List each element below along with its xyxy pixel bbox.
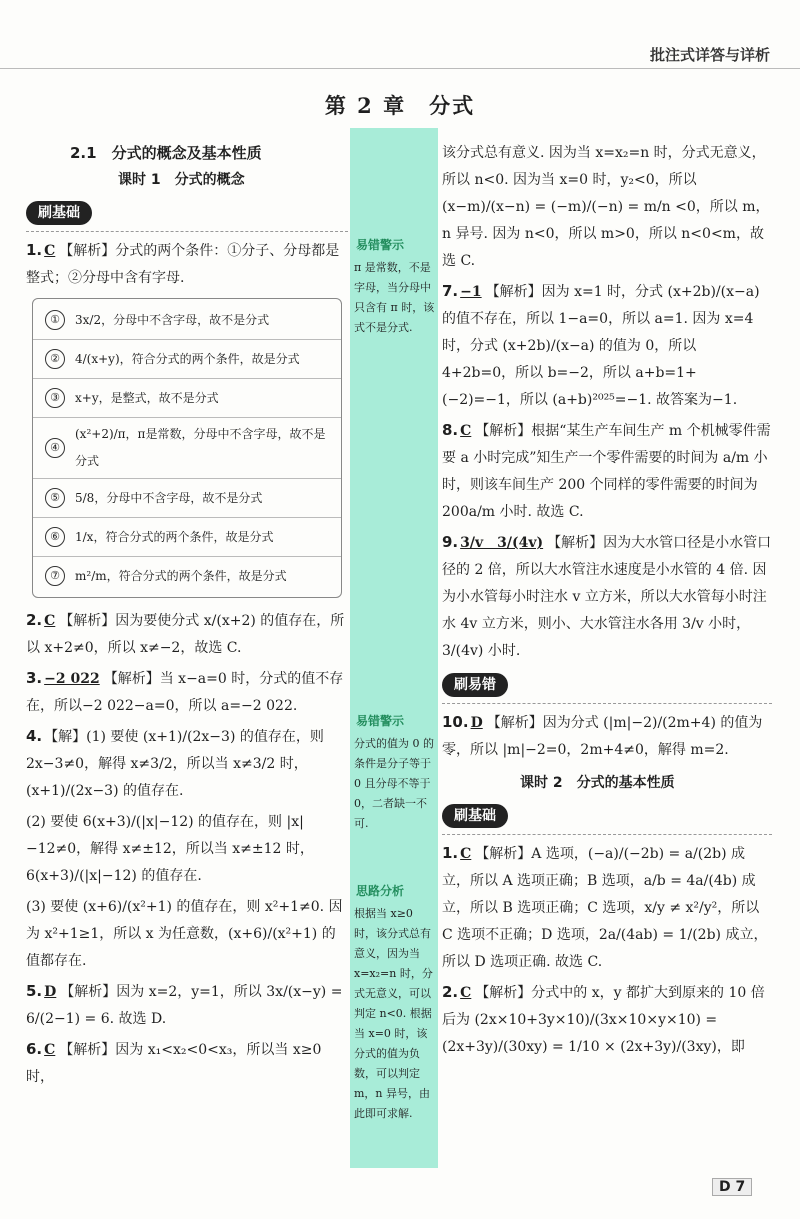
row-marker: ① — [45, 310, 65, 330]
badge-row — [442, 800, 772, 835]
q5 — [26, 979, 348, 1033]
q10 — [442, 710, 772, 764]
q4-text-1: 【解】(1) 要使 (x+1)/(2x−3) 的值存在，则 2x−3≠0，解得 x≠3/2，所以当 x≠3/2 时，(x+1)/(2x−3) 的值存在. — [26, 729, 324, 799]
box-row — [33, 518, 341, 557]
tip-body-1: π 是常数，不是字母，当分母中只含有 π 时，该式不是分式. — [354, 261, 435, 334]
q4-part2: (2) 要使 6(x+3)/(|x|−12) 的值存在，则 |x|−12≠0，解得 x≠±12，所以当 x≠±12 时，6(x+3)/(|x|−12) 的值存在. — [26, 814, 314, 884]
row-marker: ⑦ — [45, 566, 65, 586]
row-text: 4/(x+y)，符合分式的两个条件，故是分式 — [75, 351, 300, 366]
r1-num: 1. — [442, 844, 459, 862]
q8 — [442, 418, 772, 526]
q6-num: 6. — [26, 1040, 43, 1058]
left-column — [26, 140, 348, 1095]
box-row — [33, 340, 341, 379]
row-marker: ④ — [45, 438, 65, 458]
q6 — [26, 1037, 348, 1091]
q1-num: 1. — [26, 241, 43, 259]
r2-answer: C — [460, 985, 472, 1001]
q6-answer: C — [44, 1042, 56, 1058]
badge-basic-2: 刷基础 — [442, 804, 508, 828]
lesson-title: 课时 1 分式的概念 — [118, 172, 245, 188]
badge-row — [26, 197, 348, 232]
q2-text: 【解析】因为要使分式 x/(x+2) 的值存在，所以 x+2≠0，所以 x≠−2，故选 C. — [26, 613, 345, 656]
q10-text: 【解析】因为分式 (|m|−2)/(2m+4) 的值为零，所以 |m|−2=0，2m+4≠0，解得 m=2. — [442, 715, 763, 758]
analysis-box — [32, 298, 342, 598]
q10-num: 10. — [442, 713, 469, 731]
q2 — [26, 608, 348, 662]
q5-answer: D — [44, 984, 57, 1000]
q5-num: 5. — [26, 982, 43, 1000]
q8-answer: C — [460, 423, 472, 439]
badge-basic: 刷基础 — [26, 201, 92, 225]
row-text: 5/8，分母中不含字母，故不是分式 — [75, 490, 263, 505]
chapter-title: 第 2 章 分式 — [324, 93, 476, 118]
box-row — [33, 418, 341, 479]
row-marker: ⑤ — [45, 488, 65, 508]
q2-answer: C — [44, 613, 56, 629]
tip-body-3: 根据当 x≥0 时，该分式总有意义，因为当 x=x₂=n 时，分式无意义，可以判定 n<0. 根据当 x=0 时，该分式的值为负数，可以判定 m，n 异号，由此即可求解. — [354, 907, 433, 1120]
badge-errors: 刷易错 — [442, 673, 508, 697]
q4-part3: (3) 要使 (x+6)/(x²+1) 的值存在，则 x²+1≠0. 因为 x²+1≥1，所以 x 为任意数，(x+6)/(x²+1) 的值都存在. — [26, 899, 343, 969]
q3-text: 【解析】当 x−a=0 时，分式的值不存在，所以−2 022−a=0，所以 a=−2 022. — [26, 671, 344, 714]
q9-answer: 3/v 3/(4v) — [460, 535, 544, 551]
q1 — [26, 238, 348, 292]
row-marker: ② — [45, 349, 65, 369]
tip-title-1: 易错警示 — [356, 238, 405, 252]
r2-num: 2. — [442, 983, 459, 1001]
row-text: 3x/2，分母中不含字母，故不是分式 — [75, 312, 270, 327]
q6-text: 【解析】因为 x₁<x₂<0<x₃，所以当 x≥0 时， — [26, 1042, 322, 1085]
r1-text: 【解析】A 选项，(−a)/(−2b) = a/(2b) 成立，所以 A 选项正确；B 选项，a/b = 4a/(4b) 成立，所以 B 选项正确；C 选项，x/y ≠ x²/y²，所以 C 选项不正确；D 选项，2a/(4ab) = 1/(2b) 成立，所以 D 选项正确. 故选 C. — [442, 846, 768, 970]
q7-num: 7. — [442, 282, 459, 300]
section-title: 2.1 分式的概念及基本性质 — [70, 144, 262, 162]
q7-answer: −1 — [460, 284, 482, 300]
q9 — [442, 530, 772, 665]
q6-continued: 该分式总有意义. 因为当 x=x₂=n 时，分式无意义，所以 n<0. 因为当 x=0 时，y₂<0，所以 (x−m)/(x−n) = (−m)/(−n) = m/n <0，所以 m，n 异号. 因为 n<0，所以 m>0，所以 n<0<m，故选 C. — [442, 145, 770, 269]
r2 — [442, 980, 772, 1061]
right-column — [442, 140, 772, 1065]
header-title: 批注式详答与详析 — [649, 46, 770, 64]
q3-num: 3. — [26, 669, 43, 687]
q1-answer: C — [44, 243, 56, 259]
tip-title-2: 易错警示 — [356, 714, 405, 728]
q9-text: 【解析】因为大水管口径是小水管口径的 2 倍，所以大水管注水速度是小水管的 4 倍. 因为小水管每小时注水 v 立方米，所以大水管每小时注水 4v 立方米，则小、大水管注水各用 3/v 小时，3/(4v) 小时. — [442, 535, 772, 659]
box-row — [33, 557, 341, 595]
q5-text: 【解析】因为 x=2，y=1，所以 3x/(x−y) = 6/(2−1) = 6. 故选 D. — [26, 984, 343, 1027]
box-row — [33, 379, 341, 418]
q8-num: 8. — [442, 421, 459, 439]
q9-num: 9. — [442, 533, 459, 551]
box-row — [33, 479, 341, 518]
q10-answer: D — [470, 715, 483, 731]
lesson2-title: 课时 2 分式的基本性质 — [520, 775, 675, 791]
q8-text: 【解析】根据“某生产车间生产 m 个机械零件需要 a 小时完成”知生产一个零件需要的时间为 a/m 小时，则该车间生产 200 个同样的零件需要的时间为 200a/m 小时. 故选 C. — [442, 423, 771, 520]
row-text: x+y，是整式，故不是分式 — [75, 390, 219, 405]
r2-text: 【解析】分式中的 x，y 都扩大到原来的 10 倍后为 (2x×10+3y×10)/(3x×10×y×10) = (2x+3y)/(30xy) = 1/10 × (2x+3y)/(3xy)，即 — [442, 985, 765, 1055]
row-text: (x²+2)/π，π是常数，分母中不含字母，故不是分式 — [75, 427, 326, 468]
header-divider — [0, 68, 800, 69]
q3-answer: −2 022 — [44, 671, 100, 687]
tip-title-3: 思路分析 — [356, 884, 405, 898]
q7 — [442, 279, 772, 414]
q7-text: 【解析】因为 x=1 时，分式 (x+2b)/(x−a) 的值不存在，所以 1−a=0，所以 a=1. 因为 x=4 时，分式 (x+2b)/(x−a) 的值为 0，所以 4+2b=0，所以 b=−2，所以 a+b=1+(−2)=−1，所以 (a+b)²⁰²⁵=−1. 故答案为−1. — [442, 284, 760, 408]
row-text: 1/x，符合分式的两个条件，故是分式 — [75, 529, 274, 544]
q4-num: 4. — [26, 727, 43, 745]
row-text: m²/m，符合分式的两个条件，故是分式 — [75, 568, 287, 583]
tip-body-2: 分式的值为 0 的条件是分子等于 0 且分母不等于 0，二者缺一不可. — [354, 737, 434, 830]
row-marker: ③ — [45, 388, 65, 408]
q3 — [26, 666, 348, 720]
r1-answer: C — [460, 846, 472, 862]
q1-text: 【解析】分式的两个条件：①分子、分母都是整式；②分母中含有字母. — [26, 243, 340, 286]
q2-num: 2. — [26, 611, 43, 629]
box-row — [33, 301, 341, 340]
q4-part1 — [26, 724, 348, 805]
badge-row — [442, 669, 772, 704]
page-number: D 7 — [712, 1178, 752, 1196]
r1 — [442, 841, 772, 976]
row-marker: ⑥ — [45, 527, 65, 547]
